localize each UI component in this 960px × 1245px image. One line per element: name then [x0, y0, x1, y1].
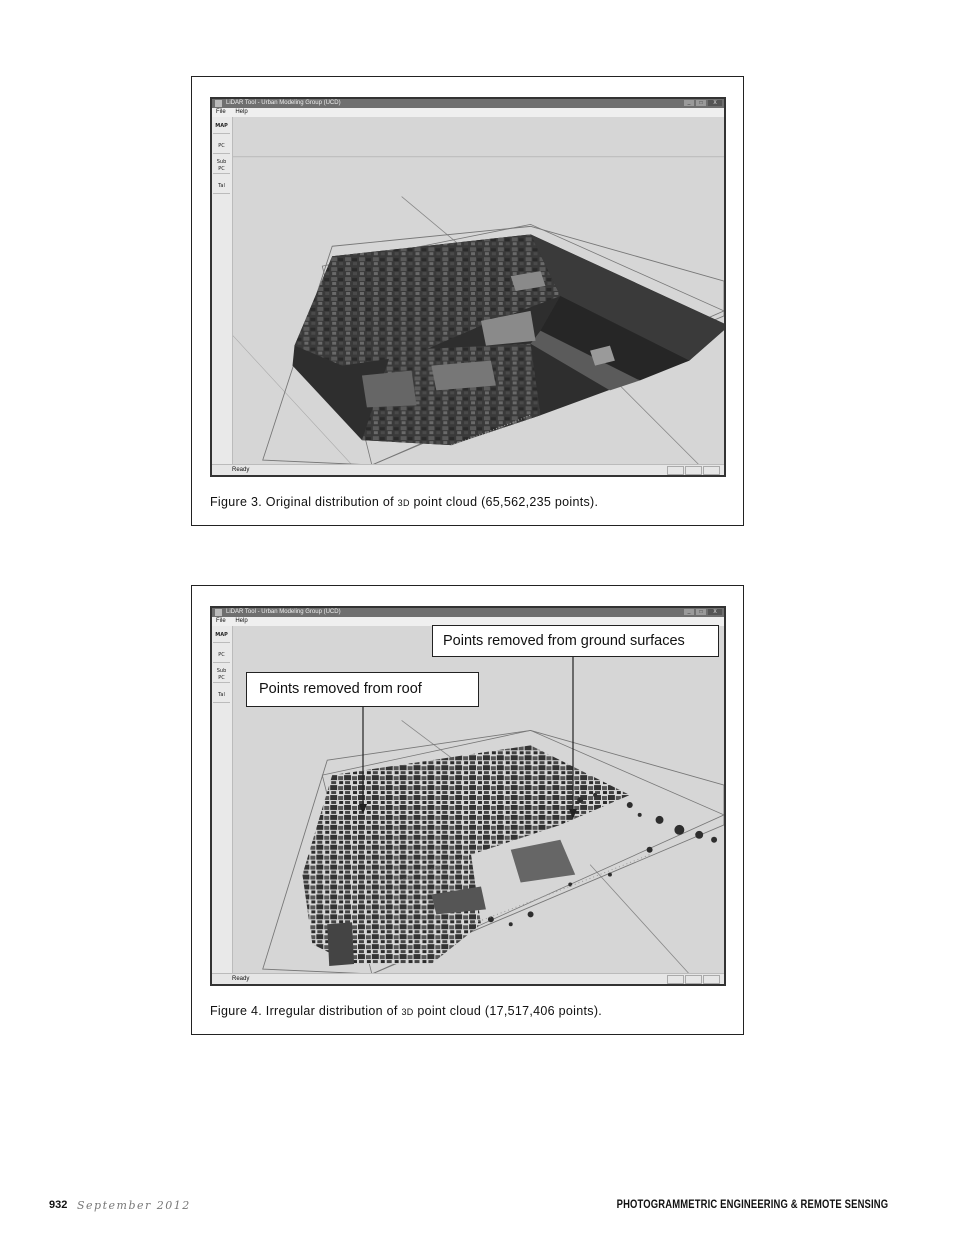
caption-smallcaps: 3D — [397, 498, 410, 508]
lidar-tool-window — [210, 606, 726, 986]
figure-caption — [210, 495, 598, 509]
page-number: 932 — [49, 1199, 68, 1211]
app-icon — [215, 609, 222, 616]
close-button[interactable]: X — [708, 100, 722, 106]
tool-pc-button[interactable]: PC — [213, 648, 230, 663]
figure-caption — [210, 1004, 602, 1018]
point-cloud-render — [233, 117, 724, 465]
lidar-tool-window — [210, 97, 726, 477]
status-pane — [667, 466, 684, 475]
status-bar — [212, 973, 724, 984]
menu-help[interactable]: Help — [235, 618, 248, 624]
caption-smallcaps: 3D — [401, 1007, 414, 1017]
minimize-button[interactable]: _ — [684, 609, 694, 615]
status-text: Ready — [232, 467, 250, 473]
tool-map-button[interactable]: MAP — [213, 628, 230, 643]
callout-ground-surfaces: Points removed from ground surfaces — [432, 625, 719, 657]
status-text: Ready — [232, 976, 250, 982]
tool-subpc-button[interactable]: Sub PC — [213, 668, 230, 683]
tool-pc-button[interactable]: PC — [213, 139, 230, 154]
issue-date: September 2012 — [77, 1199, 191, 1212]
caption-text: Figure 3. Original distribution of — [210, 495, 398, 509]
figure-3 — [191, 76, 744, 526]
minimize-button[interactable]: _ — [684, 100, 694, 106]
journal-name: PHOTOGRAMMETRIC ENGINEERING & REMOTE SENSING — [616, 1199, 888, 1211]
title-bar — [212, 99, 724, 108]
tool-tal-button[interactable]: Tal — [213, 179, 230, 194]
caption-text: point cloud (17,517,406 points). — [413, 1004, 603, 1018]
callout-roof: Points removed from roof — [246, 672, 479, 707]
maximize-button[interactable]: □ — [696, 100, 706, 106]
menu-file[interactable]: File — [216, 618, 226, 624]
tool-subpc-button[interactable]: Sub PC — [213, 159, 230, 174]
tool-panel — [212, 117, 233, 465]
status-pane — [685, 466, 702, 475]
menu-help[interactable]: Help — [235, 109, 248, 115]
menu-bar — [212, 108, 724, 117]
caption-text: Figure 4. Irregular distribution of — [210, 1004, 402, 1018]
3d-viewport[interactable] — [233, 117, 724, 465]
tool-map-button[interactable]: MAP — [213, 119, 230, 134]
figure-4 — [191, 585, 744, 1035]
tool-panel — [212, 626, 233, 974]
status-pane — [703, 466, 720, 475]
caption-text: point cloud (65,562,235 points). — [409, 495, 599, 509]
tool-tal-button[interactable]: Tal — [213, 688, 230, 703]
maximize-button[interactable]: □ — [696, 609, 706, 615]
status-pane — [685, 975, 702, 984]
window-title: LiDAR Tool - Urban Modeling Group (UCD) — [226, 609, 341, 615]
status-bar — [212, 464, 724, 475]
window-title: LiDAR Tool - Urban Modeling Group (UCD) — [226, 100, 341, 106]
title-bar — [212, 608, 724, 617]
menu-file[interactable]: File — [216, 109, 226, 115]
close-button[interactable]: X — [708, 609, 722, 615]
app-icon — [215, 100, 222, 107]
status-pane — [667, 975, 684, 984]
status-pane — [703, 975, 720, 984]
